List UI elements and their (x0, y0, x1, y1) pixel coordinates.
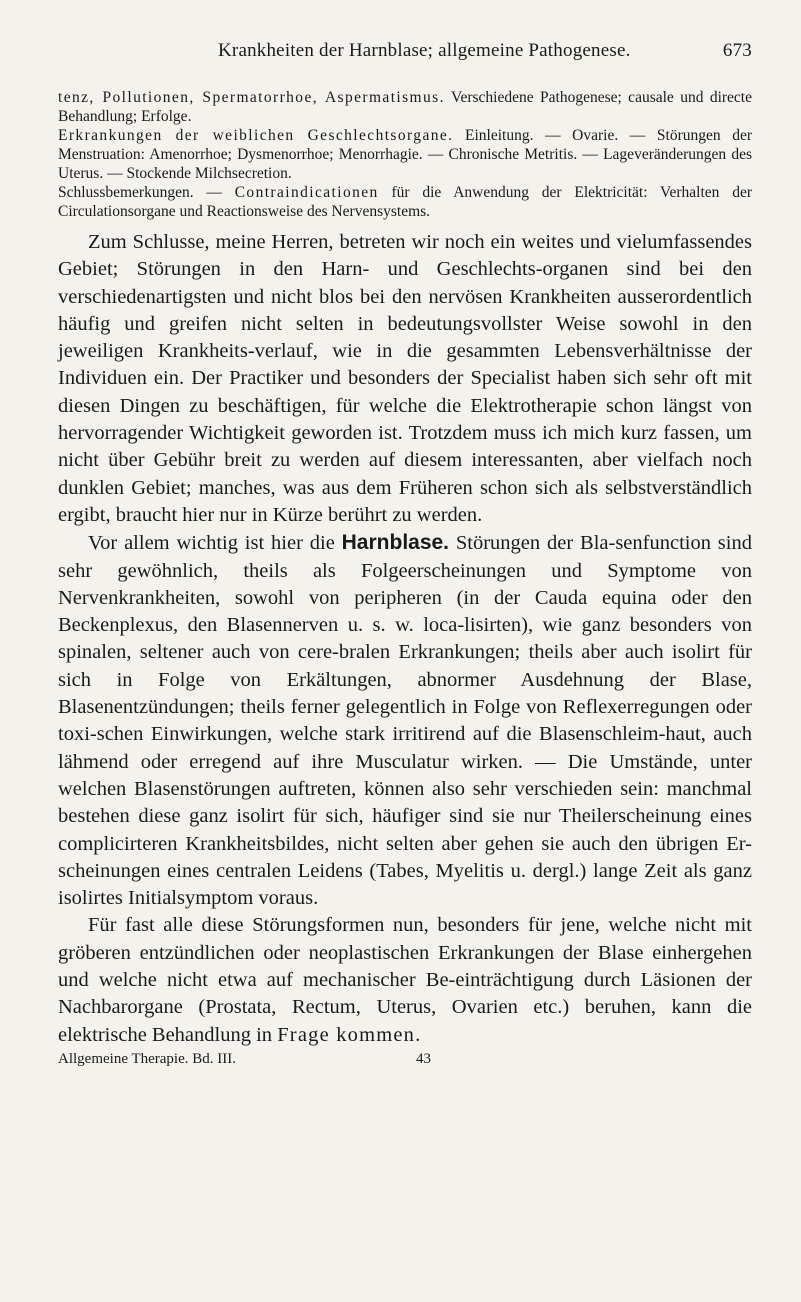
paragraph-text: Störungen der Bla-senfunction sind sehr gewöhnlich, theils als Folgeerscheinungen und Symptome von Nervenkrankheiten, sowohl von peripheren (in der Cauda equina oder den Beckenplexus, den Blasennerven u. s. w. loca-lisirten), wie ganz besonders von spinalen, seltener auch von cere-bralen Erkrankungen; theils aber auch isolirt für sich in Folge von Erkältungen, abnormer Ausdehnung der Blase, Blasenentzündungen; theils ferner gelegentlich in Folge von Reflexerregungen oder toxi-schen Einwirkungen, welche stark irritirend auf die Blasenschleim-haut, auch lähmend oder erregend auf ihre Musculatur wirken. — Die Umstände, unter welchen Blasenstörungen auftreten, können also sehr verschieden sein: manchmal bestehen diese ganz isolirt für sich, häufiger sind sie nur Theilerscheinung eines complicirteren Krankheitsbildes, nicht selten aber gehen sie auch den übrigen Er-scheinungen eines centralen Leidens (Tabes, Myelitis u. dergl.) lange Zeit als ganz isolirtes Initialsymptom voraus. (58, 532, 752, 910)
page-number: 673 (722, 40, 752, 61)
sheet-number: 43 (416, 1050, 431, 1067)
summary-text: für die Anwendung der Elektricität: Verhalten der Circulationsorgane und Reactionsweise des Nervensystems. (58, 184, 752, 220)
running-title: Krankheiten der Harnblase; allgemeine Pathogenese. (218, 40, 631, 61)
book-page (58, 38, 752, 1073)
summary-paragraph (58, 126, 752, 183)
body-paragraph (58, 529, 752, 912)
keyword-harnblase: Harnblase. (341, 531, 450, 555)
running-header (58, 38, 752, 68)
summary-text: Schlussbemerkungen. — (58, 184, 235, 201)
summary-paragraph (58, 88, 752, 126)
summary-topic: Contraindicationen (234, 184, 379, 201)
summary-text: Einleitung. — Ovarie. — Störungen der Menstruation: Amenorrhoe; Dysmenorrhoe; Menorrhagie. — Chronische Metritis. — Lageveränderungen des Uterus. — Stockende Milchsecretion. (58, 127, 752, 182)
summary-paragraph (58, 183, 752, 221)
body-paragraph (58, 912, 752, 1048)
summary-text: Verschiedene Pathogenese; causale und directe Behandlung; Erfolge. (58, 89, 752, 125)
paragraph-text: Für fast alle diese Störungsformen nun, besonders für jene, welche nicht mit gröberen entzündlichen oder neoplastischen Erkrankungen der Blase einhergehen und welche nicht etwa auf mechanischer Be-einträchtigung durch Läsionen der Nachbarorgane (Prostata, Rectum, Uterus, Ovarien etc.) beruhen, kann die elektrische Behandlung in (58, 914, 752, 1046)
spaced-phrase: Frage kommen. (277, 1023, 422, 1046)
summary-topic: Erkrankungen der weiblichen Geschlechtsorgane. (58, 127, 454, 144)
chapter-summary (58, 88, 752, 221)
summary-topic: tenz, Pollutionen, Spermatorrhoe, Aspermatismus. (58, 89, 445, 106)
paragraph-text: Vor allem wichtig ist hier die (88, 532, 342, 555)
book-signature: Allgemeine Therapie. Bd. III. (58, 1050, 236, 1067)
page-footer (58, 1051, 752, 1073)
body-text (58, 229, 752, 1049)
body-paragraph: Zum Schlusse, meine Herren, betreten wir noch ein weites und vielumfassendes Gebiet; Störungen in den Harn- und Geschlechts-organen sind bei den verschiedenartigsten und nicht blos bei den nervösen Krankheiten ausserordentlich häufig und greifen nicht selten in bedeutungsvollster Weise sowohl in den jeweiligen Krankheits-verlauf, wie in die gesammten Lebensverhältnisse der Individuen ein. Der Practiker und besonders der Specialist haben sich sehr oft mit diesen Dingen zu beschäftigen, für welche die Elektrotherapie schon längst von hervorragender Wichtigkeit geworden ist. Trotzdem muss ich mich kurz fassen, um nicht über Gebühr breit zu werden auf diesem interessanten, aber vielfach noch dunklen Gebiet; manches, was aus dem Früheren schon sich als selbstverständlich ergibt, braucht hier nur in Kürze berührt zu werden. (58, 231, 752, 526)
